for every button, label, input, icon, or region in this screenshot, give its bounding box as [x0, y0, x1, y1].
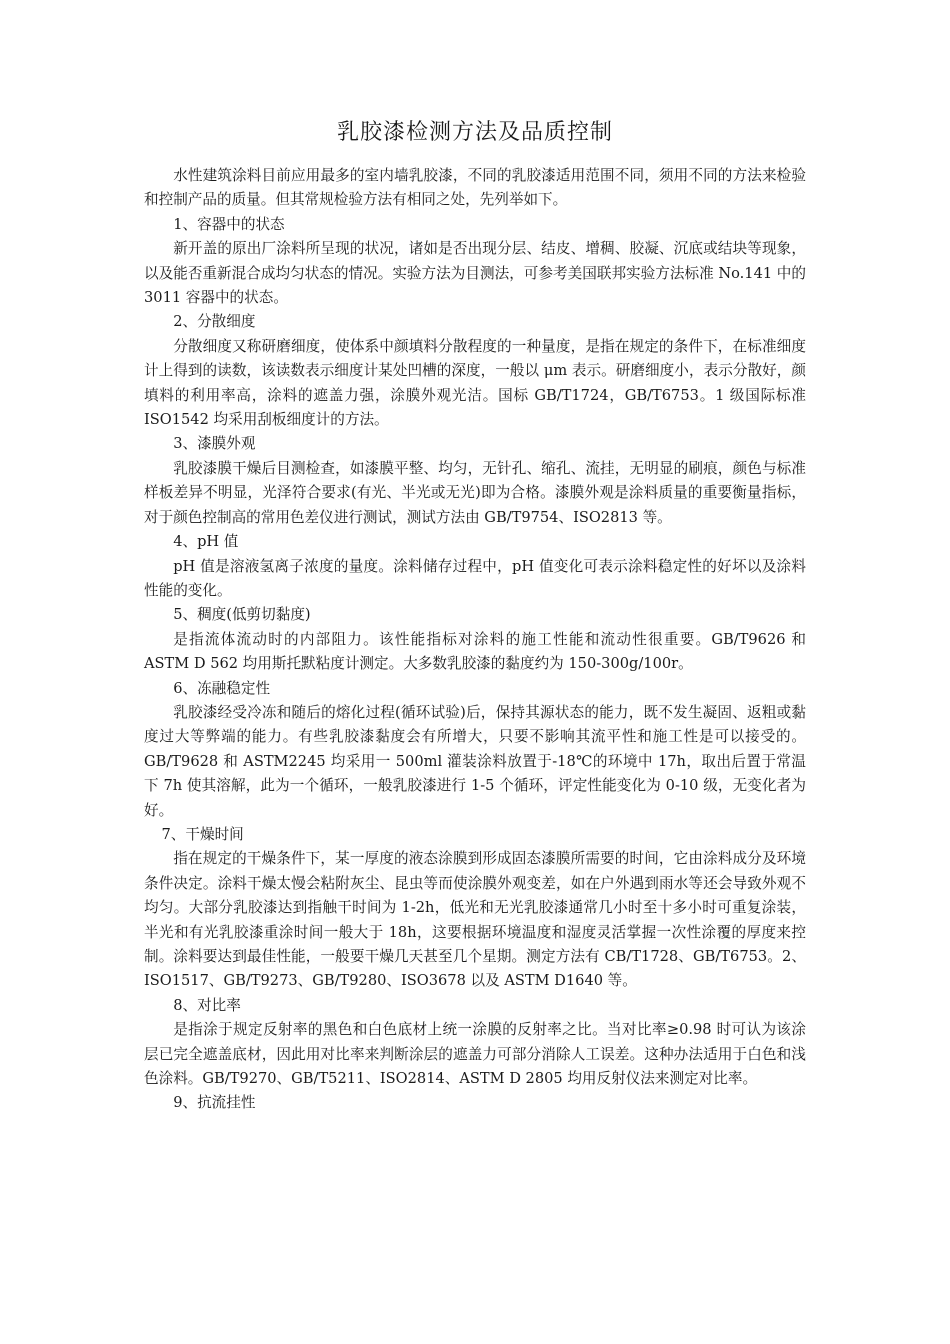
section-body-4: pH 值是溶液氢离子浓度的量度。涂料储存过程中，pH 值变化可表示涂料稳定性的好坏以及涂料性能的变化。	[144, 557, 806, 599]
document-title: 乳胶漆检测方法及品质控制	[336, 120, 613, 145]
section-body-5: 是指流体流动时的内部阻力。该性能指标对涂料的施工性能和流动性很重要。GB/T9626 和 ASTM D 562 均用斯托默粘度计测定。大多数乳胶漆的黏度约为 150-300g/100r。	[144, 630, 806, 673]
section-heading-2: 2、分散细度	[173, 313, 256, 331]
section-body-2: 分散细度又称研磨细度，使体系中颜填料分散程度的一种量度，是指在规定的条件下，在标准细度计上得到的读数，该读数表示细度计某处凹槽的深度，一般以 μm 表示。研磨细度小，表示分散好，颜填料的利用率高，涂料的遮盖力强，涂膜外观光洁。国标 GB/T1724，GB/T6753。1 级国际标准 ISO1542 均采用刮板细度计的方法。	[144, 337, 806, 429]
section-heading-8: 8、对比率	[173, 996, 241, 1014]
intro-paragraph: 水性建筑涂料目前应用最多的室内墙乳胶漆，不同的乳胶漆适用范围不同，须用不同的方法来检验和控制产品的质量。但其常规检验方法有相同之处，先列举如下。	[144, 167, 806, 209]
section-heading-6: 6、冻融稳定性	[173, 679, 271, 697]
section-body-6: 乳胶漆经受冷冻和随后的熔化过程(循环试验)后，保持其源状态的能力，既不发生凝固、返粗或黏度过大等弊端的能力。有些乳胶漆黏度会有所增大，只要不影响其流平性和施工性是可以接受的。GB/T9628 和 ASTM2245 均采用一 500ml 灌装涂料放置于-18℃的环境中 17h，取出后置于常温下 7h 使其溶解，此为一个循环，一般乳胶漆进行 1-5 个循环，评定性能变化为 0-10 级，无变化者为好。	[144, 703, 806, 819]
section-heading-9: 9、抗流挂性	[173, 1094, 256, 1112]
section-heading-1: 1、容器中的状态	[173, 215, 285, 233]
section-body-7: 指在规定的干燥条件下，某一厚度的液态涂膜到形成固态漆膜所需要的时间，它由涂料成分及环境条件决定。涂料干燥太慢会粘附灰尘、昆虫等而使涂膜外观变差，如在户外遇到雨水等还会导致外观不均匀。大部分乳胶漆达到指触干时间为 1-2h，低光和无光乳胶漆通常几小时至十多小时可重复涂装，半光和有光乳胶漆重涂时间一般大于 18h，这要根据环境温度和湿度灵活掌握一次性涂覆的厚度来控制。涂料要达到最佳性能，一般要干燥几天甚至几个星期。测定方法有 CB/T1728、GB/T6753。2、ISO1517、GB/T9273、GB/T9280、ISO3678 以及 ASTM D1640 等。	[144, 850, 806, 990]
section-heading-3: 3、漆膜外观	[173, 435, 256, 453]
section-body-3: 乳胶漆膜干燥后目测检查，如漆膜平整、均匀，无针孔、缩孔、流挂，无明显的刷痕，颜色与标准样板差异不明显，光泽符合要求(有光、半光或无光)即为合格。漆膜外观是涂料质量的重要衡量指标，对于颜色控制高的常用色差仪进行测试，测试方法由 GB/T9754、ISO2813 等。	[144, 459, 806, 526]
section-heading-4: 4、pH 值	[173, 533, 239, 551]
section-body-8: 是指涂于规定反射率的黑色和白色底材上统一涂膜的反射率之比。当对比率≥0.98 时可认为该涂层已完全遮盖底材，因此用对比率来判断涂层的遮盖力可部分消除人工误差。这种办法适用于白色和浅色涂料。GB/T9270、GB/T5211、ISO2814、ASTM D 2805 均用反射仪法来测定对比率。	[144, 1021, 806, 1088]
section-heading-7: 7、干燥时间	[161, 825, 244, 843]
section-body-1: 新开盖的原出厂涂料所呈现的状况，诸如是否出现分层、结皮、增稠、胶凝、沉底或结块等现象，以及能否重新混合成均匀状态的情况。实验方法为目测法，可参考美国联邦实验方法标准 No.141 中的 3011 容器中的状态。	[144, 240, 806, 307]
section-heading-5: 5、稠度(低剪切黏度)	[173, 606, 311, 624]
